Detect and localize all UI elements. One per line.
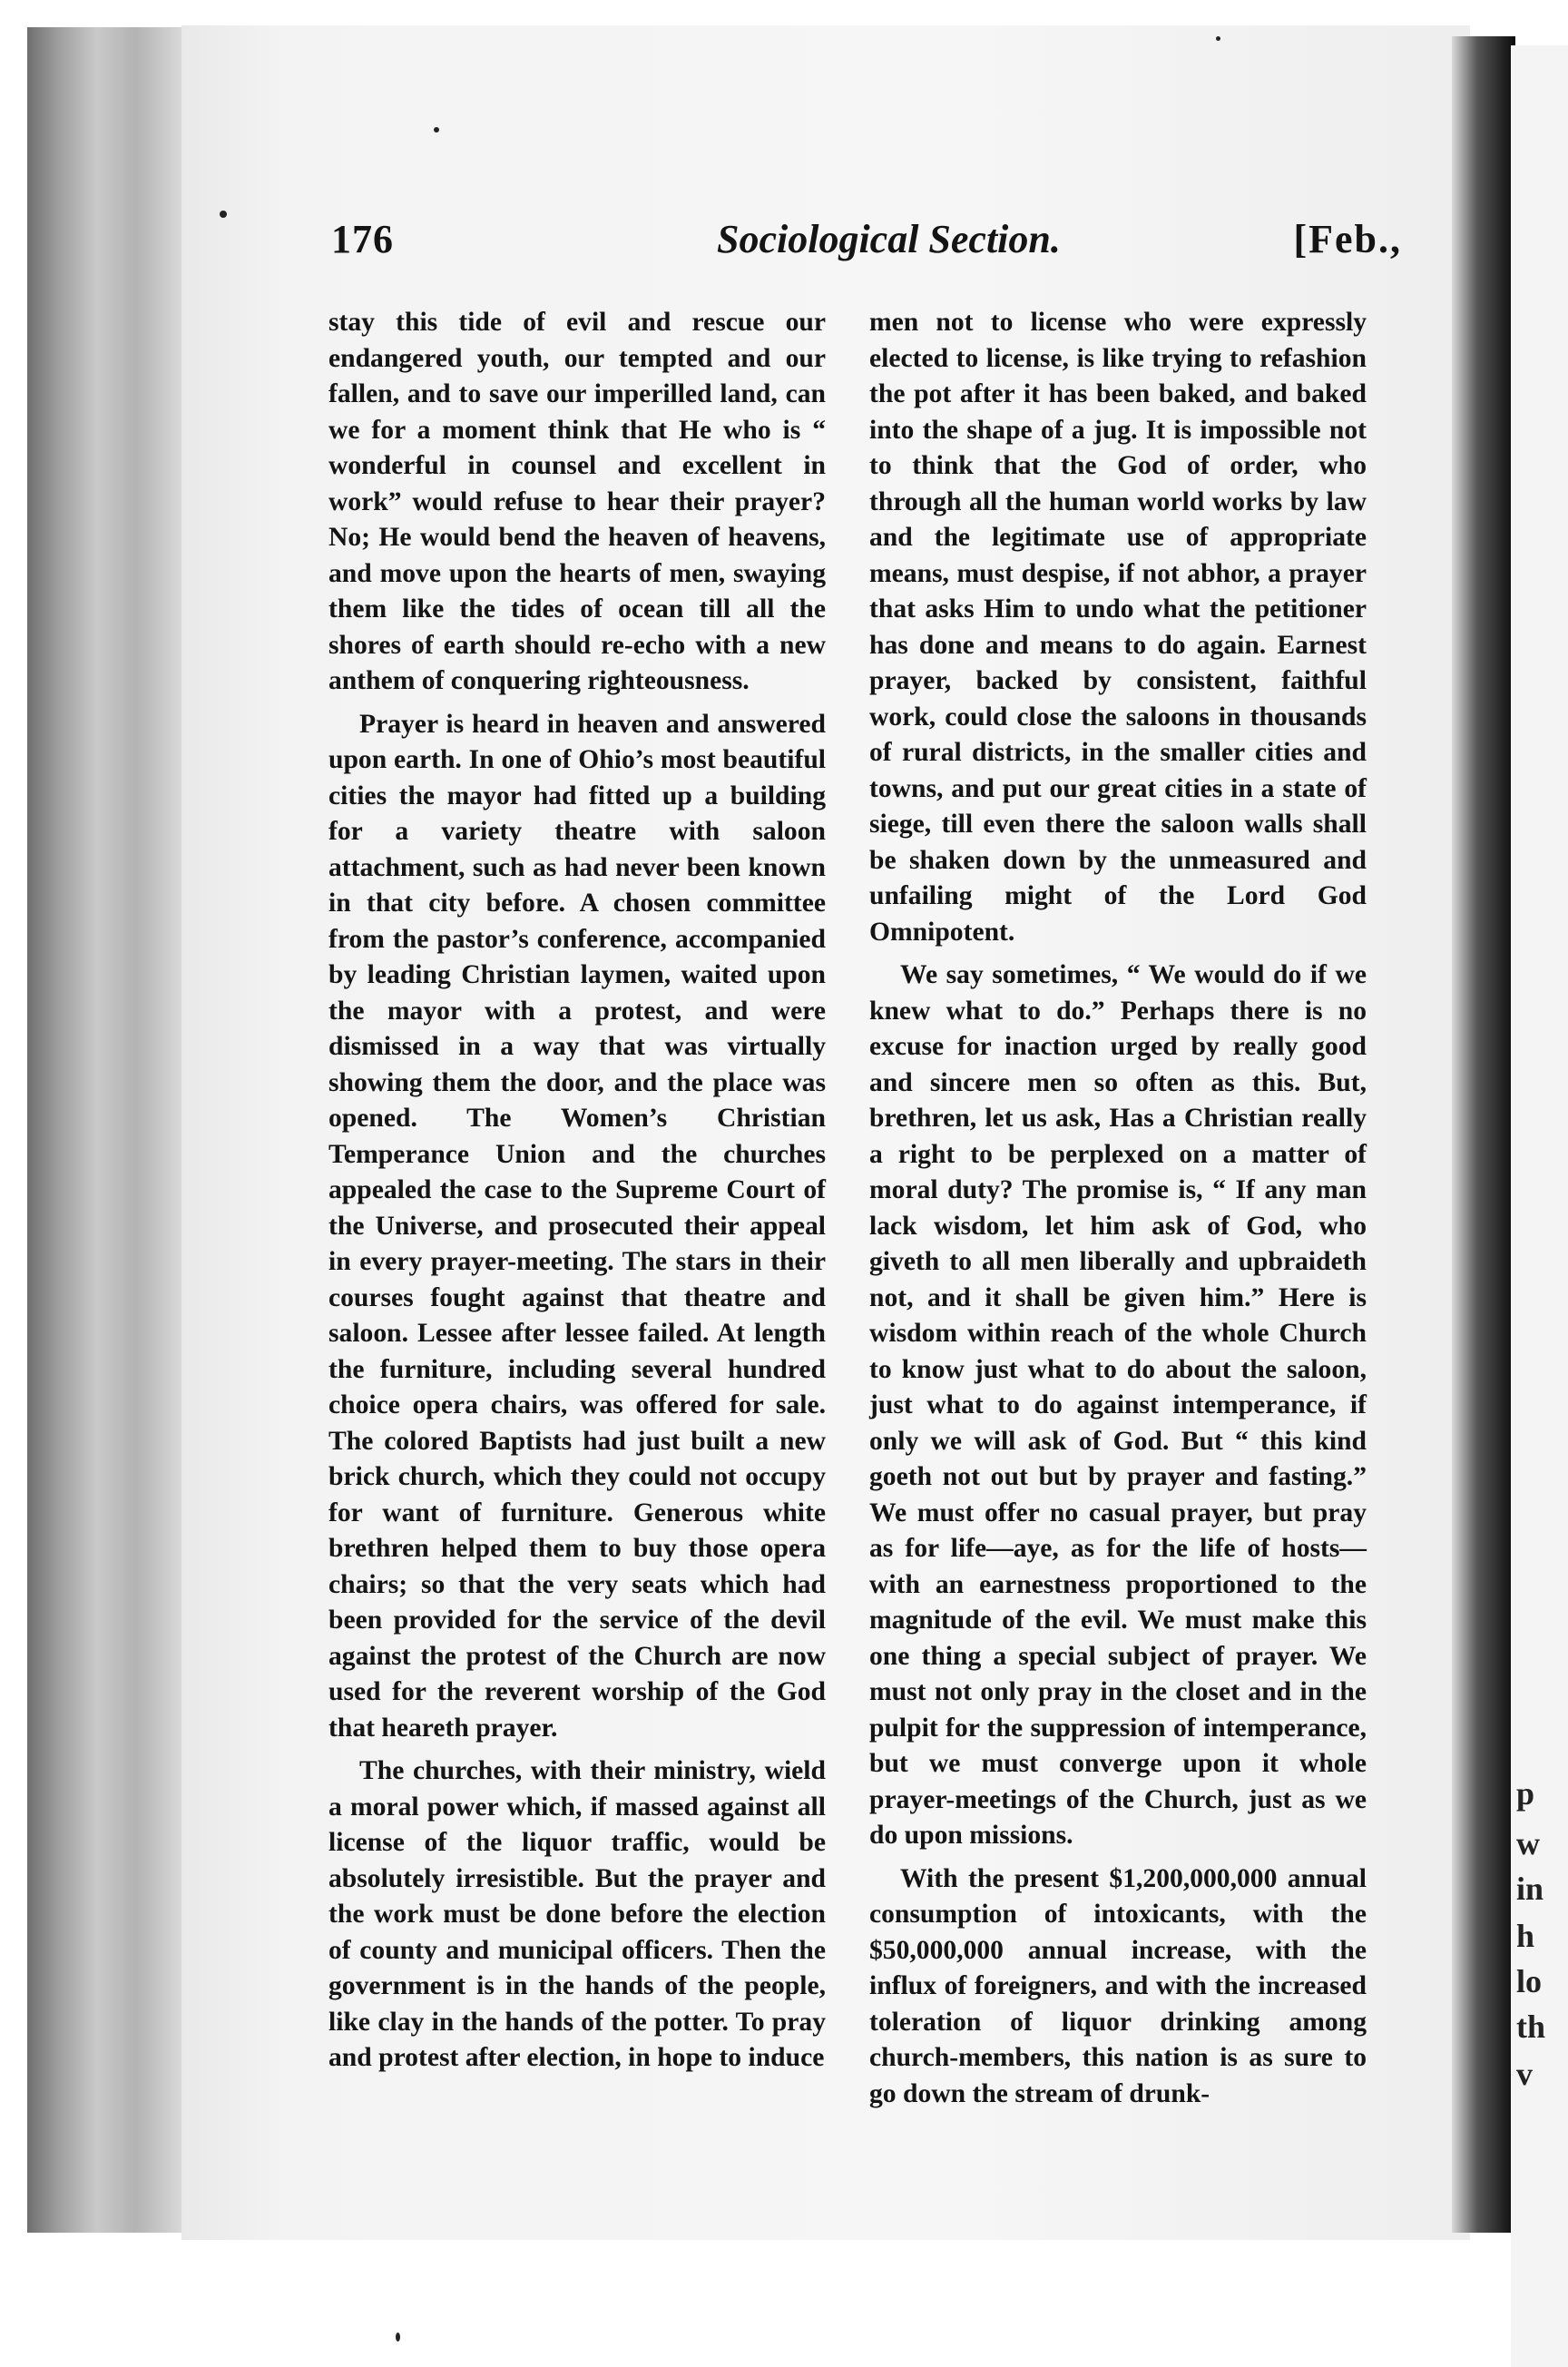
facing-page-fragment: h xyxy=(1516,1918,1535,1954)
running-head xyxy=(331,216,1402,270)
paragraph: With the present $1,200,000,000 annual consumption of intoxicants, with the $50,000,000 annual increase, with the influx of foreigners, and with the increased toleration of liquor drinking among church-members, this nation is as sure to go down the stream of drunk- xyxy=(869,1863,1367,2108)
issue-date: [Feb., xyxy=(1293,217,1402,261)
facing-page-fragment: v xyxy=(1516,2056,1533,2092)
right-column xyxy=(869,305,1367,2112)
scan-speck xyxy=(396,2333,400,2342)
paragraph: The churches, with their ministry, wield a moral power which, if massed against all license of the liquor traffic, would be absolutely irresistible. But the prayer and the work must be done before the election of county and municipal officers. Then the government is in the hands of the people, like clay in the hands of the potter. To pray and protest after election, in hope to induce xyxy=(328,1756,826,2072)
paragraph: stay this tide of evil and rescue our endangered youth, our tempted and our fallen, and to save our imperilled land, can we for a moment think that He who is “ wonderful in counsel and excellent in work” would refuse to hear their prayer? No; He would bend the heaven of heavens, and move upon the hearts of men, swaying them like the tides of ocean till all the shores of earth should re-echo with a new anthem of conquering righteousness. xyxy=(328,308,826,695)
section-title: Sociological Section. xyxy=(717,217,1061,261)
facing-page-fragment: th xyxy=(1516,2009,1546,2045)
paragraph: men not to license who were expressly elected to license, is like trying to refashion the pot after it has been baked, and baked into the shape of a jug. It is impossible not to think that the God of order, who through all the human world works by law and the legitimate use of appropriate means, must despise, if not abhor, a prayer that asks Him to undo what the petitioner has done and means to do again. Earnest prayer, backed by consistent, faithful work, could close the saloons in thousands of rural districts, in the smaller cities and towns, and put our great cities in a state of siege, till even there the saloon walls shall be shaken down by the unmeasured and unfailing might of the Lord God Omnipotent. xyxy=(869,308,1367,947)
paragraph: Prayer is heard in heaven and answered upon earth. In one of Ohio’s most beautiful cities the mayor had fitted up a building for a variety theatre with saloon attachment, such as had never been known in that city before. A chosen committee from the pastor’s conference, accompanied by leading Christian laymen, waited upon the mayor with a protest, and were dismissed in a way that was virtually showing them the door, and the place was opened. The Women’s Christian Temperance Union and the churches appealed the case to the Supreme Court of the Universe, and prosecuted their appeal in every prayer-meeting. The stars in their courses fought against that theatre and saloon. Lessee after lessee failed. At length the furniture, including several hundred choice opera chairs, was offered for sale. The colored Baptists had just built a new brick church, which they could not occupy for want of furniture. Generous white brethren helped them to buy those opera chairs; so that the very seats which had been provided for the service of the devil against the protest of the Church are now used for the reverent worship of the God that heareth prayer. xyxy=(328,709,826,1743)
book-spine xyxy=(27,27,181,2233)
left-column xyxy=(328,305,826,2077)
scan-speck xyxy=(1216,36,1220,41)
gutter-shadow xyxy=(1452,36,1515,2233)
facing-page-fragment: p xyxy=(1516,1775,1535,1812)
facing-page-fragment: lo xyxy=(1516,1963,1543,1999)
page-number: 176 xyxy=(331,217,394,261)
paragraph: We say sometimes, “ We would do if we knew what to do.” Perhaps there is no excuse for inaction urged by really good and sincere men so often as this. But, brethren, let us ask, Has a Christian really a right to be perplexed on a matter of moral duty? The promise is, “ If any man lack wisdom, let him ask of God, who giveth to all men liberally and upbraideth not, and it shall be given him.” Here is wisdom within reach of the whole Church to know just what to do about the saloon, just what to do against intemperance, if only we will ask of God. But “ this kind goeth not out but by prayer and fasting.” We must offer no casual prayer, but pray as for life—aye, as for the life of hosts—with an earnestness proportioned to the magnitude of the evil. We must make this one thing a special subject of prayer. We must not only pray in the closet and in the pulpit for the suppression of intemperance, but we must converge upon it whole prayer-meetings of the Church, just as we do upon missions. xyxy=(869,960,1367,1850)
facing-page-fragment: in xyxy=(1516,1871,1544,1907)
scan-speck xyxy=(434,127,439,133)
facing-page-edge xyxy=(1511,45,1568,2367)
scan-speck xyxy=(220,211,227,218)
facing-page-fragment: w xyxy=(1516,1825,1540,1861)
